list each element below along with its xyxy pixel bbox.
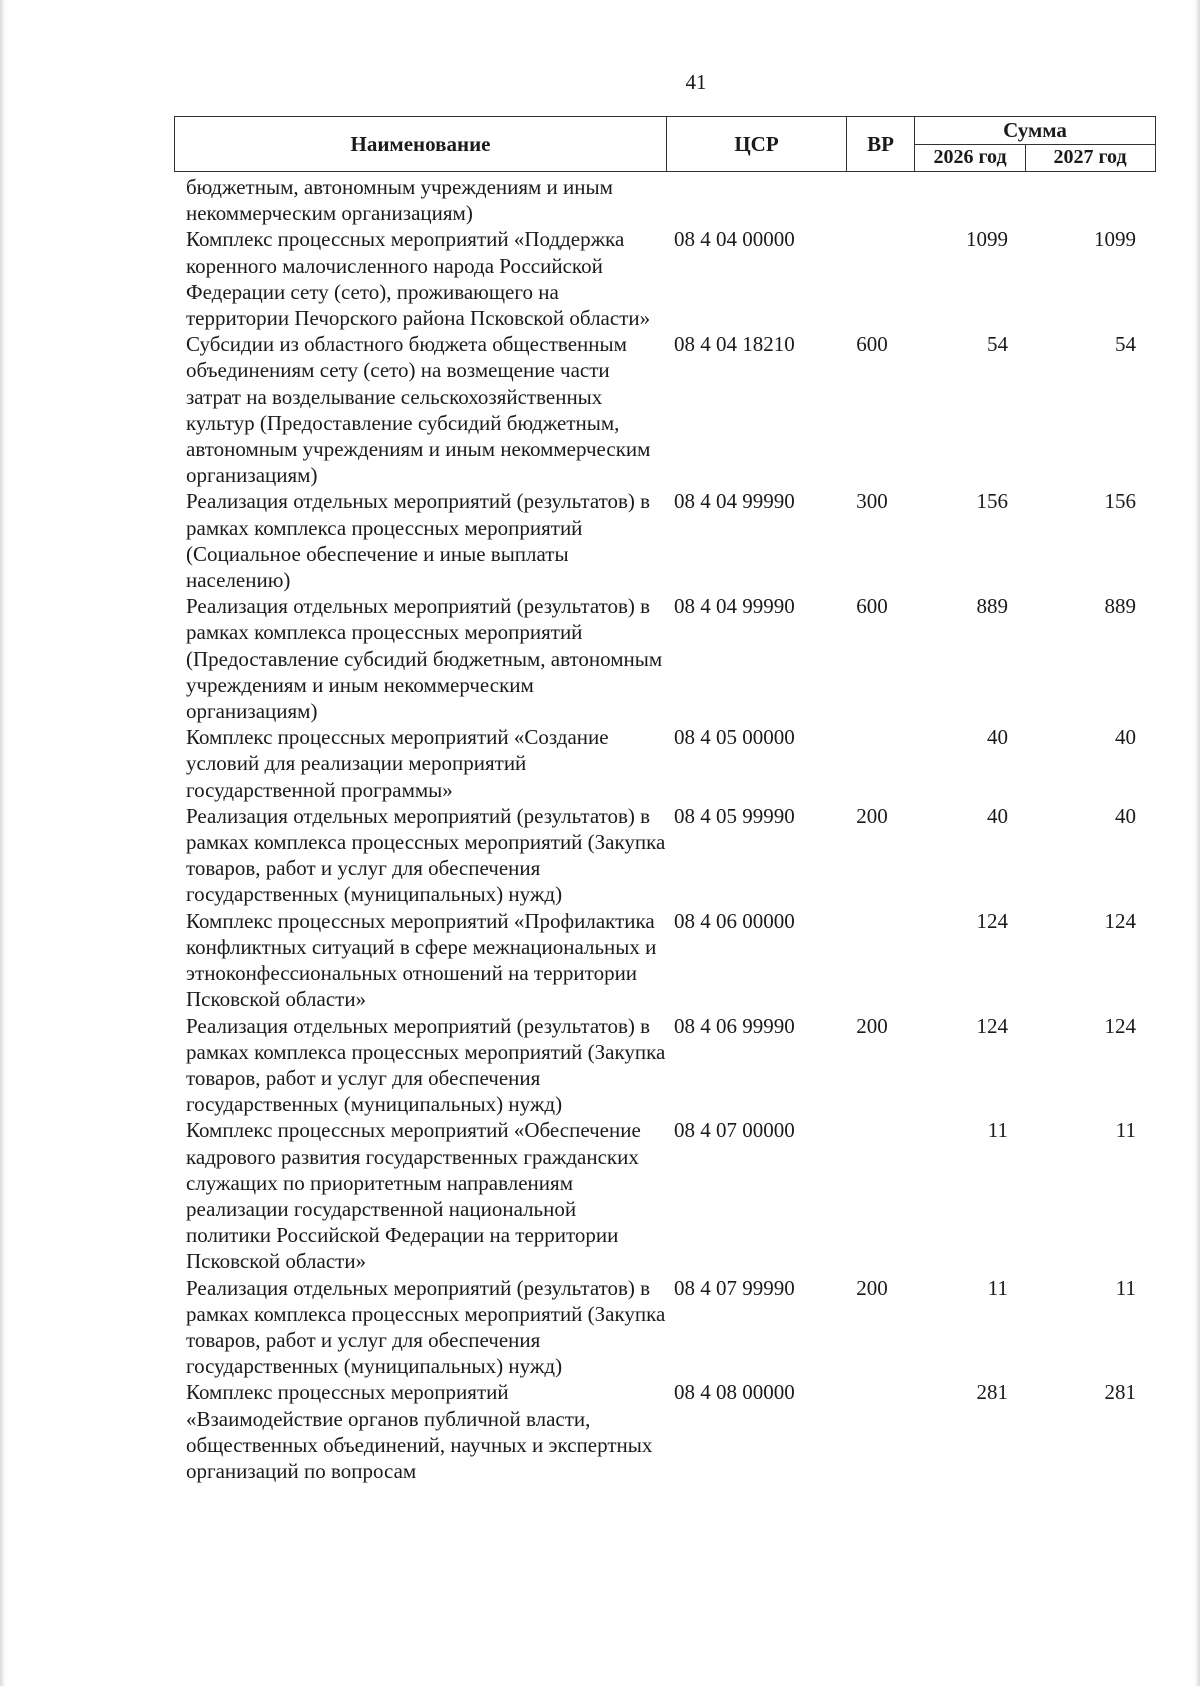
- row-csr: 08 4 04 99990: [674, 594, 795, 619]
- row-name: Комплекс процессных мероприятий «Обеспечение кадрового развития государственных гражданских служащих по приоритетным направлениям реализации государственной национальной политики Российской Федерации на территории Псковской области»: [186, 1118, 641, 1274]
- row-vr: 200: [856, 803, 888, 828]
- row-value-2026: 156: [976, 489, 1008, 514]
- table-row: [186, 1013, 1156, 1118]
- row-value-2027: 1099: [1094, 227, 1136, 252]
- table-row: [186, 593, 1156, 724]
- row-name: бюджетным, автономным учреждениям и иным некоммерческим организациям): [186, 175, 613, 226]
- row-vr: 200: [856, 1275, 888, 1300]
- table-row: [186, 1379, 1156, 1484]
- row-name: Субсидии из областного бюджета общественным объединениям сету (сето) на возмещение части затрат на возделывание сельскохозяйственных культур (Предоставление субсидий бюджетным, автономным учреждениям и иным некоммерческим организациям): [186, 332, 651, 488]
- row-csr: 08 4 05 00000: [674, 725, 795, 750]
- row-csr: 08 4 04 18210: [674, 332, 795, 357]
- row-csr: 08 4 07 99990: [674, 1275, 795, 1300]
- row-name: Реализация отдельных мероприятий (результатов) в рамках комплекса процессных мероприятий (Закупка товаров, работ и услуг для обеспечения государственных (муниципальных) нужд): [186, 1013, 666, 1117]
- row-name: Комплекс процессных мероприятий «Профилактика конфликтных ситуаций в сфере межнациональных и этноконфессиональных отношений на территории Псковской области»: [186, 908, 657, 1012]
- header-year-2027: 2027 год: [1053, 146, 1127, 168]
- row-csr: 08 4 07 00000: [674, 1118, 795, 1143]
- table-row: [186, 1275, 1156, 1380]
- row-name: Комплекс процессных мероприятий «Поддержка коренного малочисленного народа Российской Федерации сету (сето), проживающего на территории Печорского района Псковской области»: [186, 227, 651, 331]
- header-sum-group: [915, 117, 1155, 171]
- row-value-2026: 40: [987, 803, 1008, 828]
- row-value-2026: 889: [976, 594, 1008, 619]
- table-body: [186, 174, 1156, 1484]
- row-csr: 08 4 05 99990: [674, 803, 795, 828]
- row-csr: 08 4 04 99990: [674, 489, 795, 514]
- row-csr: 08 4 08 00000: [674, 1380, 795, 1405]
- row-name: Реализация отдельных мероприятий (результатов) в рамках комплекса процессных мероприятий (Закупка товаров, работ и услуг для обеспечения государственных (муниципальных) нужд): [186, 1275, 666, 1379]
- row-value-2026: 11: [987, 1275, 1008, 1300]
- row-name: Комплекс процессных мероприятий «Взаимодействие органов публичной власти, общественных объединений, научных и экспертных организаций по вопросам: [186, 1380, 653, 1483]
- row-name: Комплекс процессных мероприятий «Создание условий для реализации мероприятий государственной программы»: [186, 725, 609, 802]
- row-value-2027: 124: [1104, 908, 1136, 933]
- row-value-2027: 124: [1104, 1013, 1136, 1038]
- row-value-2027: 889: [1104, 594, 1136, 619]
- row-csr: 08 4 06 99990: [674, 1013, 795, 1038]
- table-row: [186, 226, 1156, 331]
- table-row: [186, 488, 1156, 593]
- row-csr: 08 4 04 00000: [674, 227, 795, 252]
- table-row: [186, 1117, 1156, 1274]
- row-value-2027: 54: [1115, 332, 1136, 357]
- header-sum: Сумма: [915, 117, 1155, 145]
- row-value-2026: 124: [976, 908, 1008, 933]
- row-value-2026: 1099: [966, 227, 1008, 252]
- row-value-2026: 54: [987, 332, 1008, 357]
- row-value-2027: 40: [1115, 803, 1136, 828]
- header-vr: ВР: [847, 117, 915, 171]
- row-value-2026: 124: [976, 1013, 1008, 1038]
- row-csr: 08 4 06 00000: [674, 908, 795, 933]
- table-row: [186, 908, 1156, 1013]
- row-name: Реализация отдельных мероприятий (результатов) в рамках комплекса процессных мероприятий (Предоставление субсидий бюджетным, автономным учреждениям и иным некоммерческим организациям): [186, 594, 663, 724]
- row-value-2027: 281: [1104, 1380, 1136, 1405]
- row-name: Реализация отдельных мероприятий (результатов) в рамках комплекса процессных мероприятий (Закупка товаров, работ и услуг для обеспечения государственных (муниципальных) нужд): [186, 803, 666, 907]
- row-vr: 600: [856, 332, 888, 357]
- row-name: Реализация отдельных мероприятий (результатов) в рамках комплекса процессных мероприятий (Социальное обеспечение и иные выплаты населению): [186, 489, 651, 593]
- table-row: [186, 724, 1156, 803]
- table-row: [186, 174, 1156, 226]
- row-vr: 300: [856, 489, 888, 514]
- scan-edge-right: [1194, 0, 1200, 1686]
- row-value-2026: 11: [987, 1118, 1008, 1143]
- row-vr: 200: [856, 1013, 888, 1038]
- table-row: [186, 331, 1156, 488]
- row-value-2027: 11: [1115, 1118, 1136, 1143]
- row-value-2026: 40: [987, 725, 1008, 750]
- header-csr: ЦСР: [667, 117, 847, 171]
- row-value-2026: 281: [976, 1380, 1008, 1405]
- header-name: Наименование: [175, 117, 667, 171]
- scan-edge-left: [0, 0, 6, 1686]
- header-year-2026: 2026 год: [915, 144, 1026, 171]
- table-header: [174, 116, 1156, 172]
- row-value-2027: 156: [1104, 489, 1136, 514]
- page-number: 41: [685, 70, 707, 94]
- row-value-2027: 11: [1115, 1275, 1136, 1300]
- row-value-2027: 40: [1115, 725, 1136, 750]
- table-row: [186, 803, 1156, 908]
- row-vr: 600: [856, 594, 888, 619]
